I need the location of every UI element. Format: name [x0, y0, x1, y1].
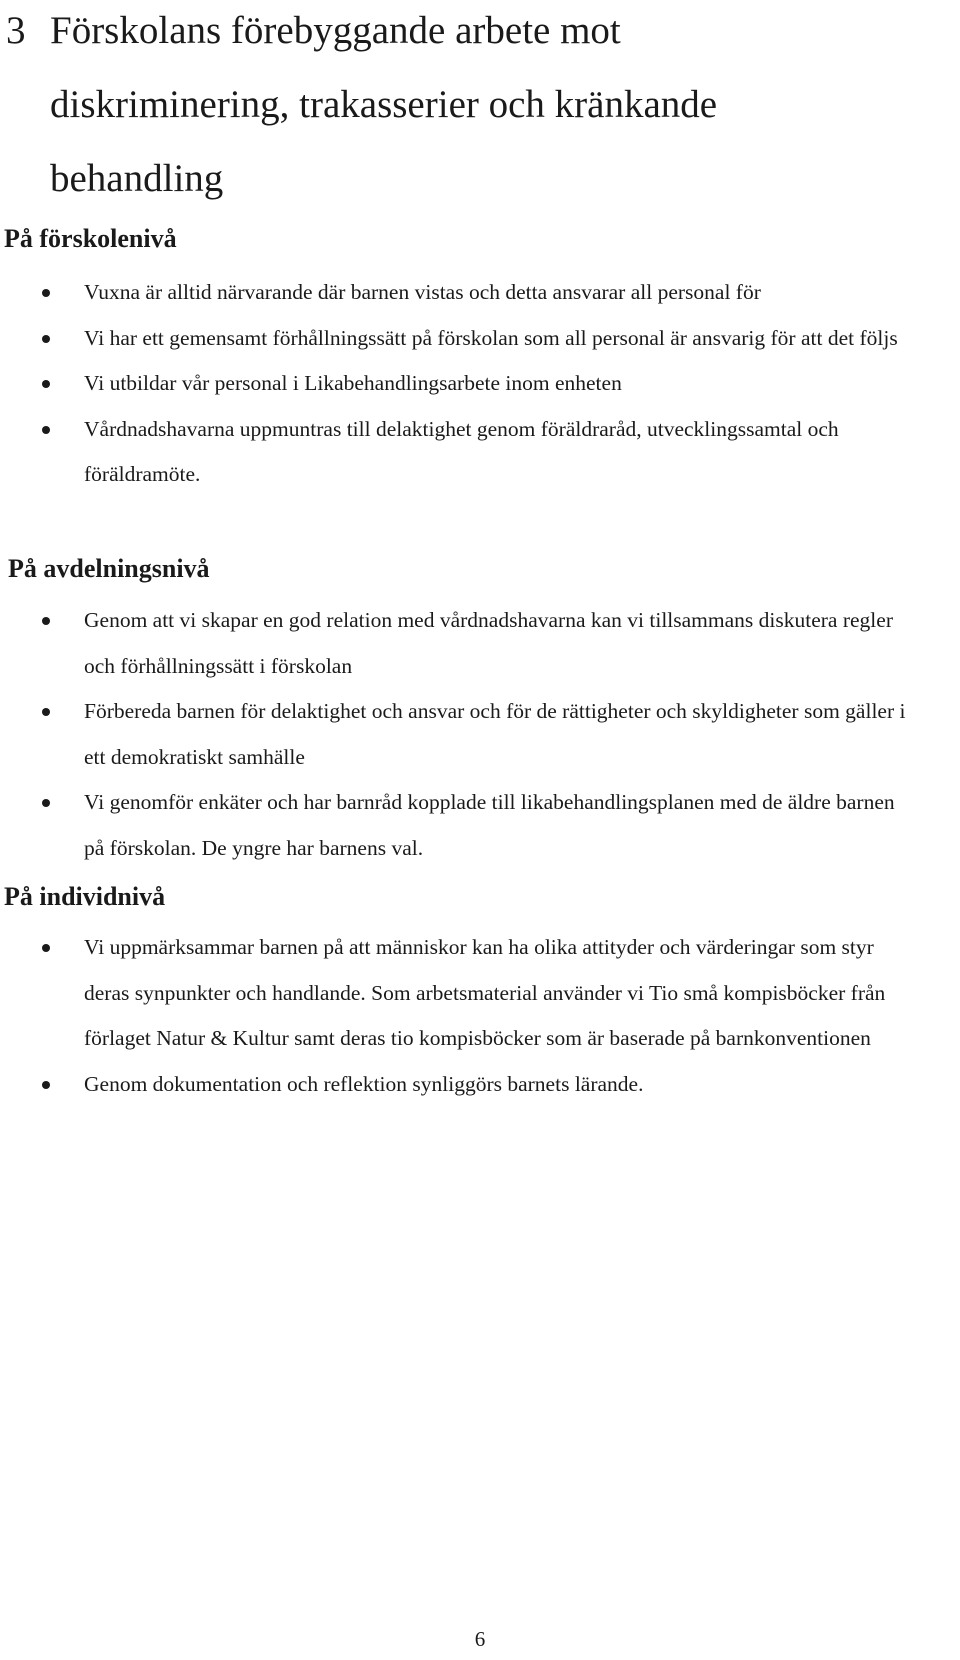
page-number: 6	[474, 1627, 486, 1651]
bullet-icon	[42, 799, 50, 807]
bullet-icon	[42, 380, 50, 388]
bullet-icon	[42, 335, 50, 343]
list-item-text: Vuxna är alltid närvarande där barnen vistas och detta ansvarar all personal för	[84, 280, 761, 304]
section-heading-avdelningsniva: På avdelningsnivå	[8, 554, 210, 583]
list-item-text: Vi uppmärksammar barnen på att människor kan ha olika attityder och värderingar som styr deras synpunkter och handlande. Som arbetsmaterial använder vi Tio små kompisböcker från förlaget Natur & Kultur samt deras tio kompisböcker som är baserade på barnkonventionen	[84, 935, 886, 1050]
list-item-text: Genom att vi skapar en god relation med vårdnadshavarna kan vi tillsammans diskutera regler och förhållningssätt i förskolan	[84, 608, 893, 678]
list-item-text: Vårdnadshavarna uppmuntras till delaktighet genom föräldraråd, utvecklingssamtal och föräldramöte.	[84, 416, 839, 486]
list-item-text: Vi har ett gemensamt förhållningssätt på förskolan som all personal är ansvarig för att det följs	[84, 325, 898, 350]
list-item	[0, 316, 920, 362]
list-item	[0, 598, 920, 689]
bullet-list-individniva	[0, 925, 960, 1107]
chapter-title: Förskolans förebyggande arbete mot diskriminering, trakasserier och kränkande behandling	[50, 9, 718, 200]
chapter-heading	[6, 0, 906, 216]
list-item-text: Vi genomför enkäter och har barnråd kopplade till likabehandlingsplanen med de äldre barnen på förskolan. De yngre har barnens val.	[84, 790, 895, 860]
list-item	[0, 270, 920, 316]
bullet-list-forskoleniva	[0, 270, 960, 498]
list-item-text: Genom dokumentation och reflektion synliggörs barnets lärande.	[84, 1071, 644, 1096]
bullet-icon	[42, 708, 50, 716]
list-item-text: Vi utbildar vår personal i Likabehandlingsarbete inom enheten	[84, 371, 622, 395]
list-item-text: Förbereda barnen för delaktighet och ansvar och för de rättigheter och skyldigheter som gäller i ett demokratiskt samhälle	[84, 699, 906, 769]
section-heading-individniva: På individnivå	[4, 882, 166, 911]
section-heading-forskoleniva: På förskolenivå	[4, 224, 177, 253]
bullet-icon	[42, 617, 50, 625]
bullet-icon	[42, 289, 50, 297]
bullet-icon	[42, 944, 50, 952]
list-item	[0, 780, 920, 871]
list-item	[0, 1062, 920, 1108]
list-item	[0, 361, 920, 407]
chapter-number: 3	[6, 9, 26, 52]
list-item	[0, 689, 920, 780]
bullet-icon	[42, 426, 50, 434]
bullet-list-avdelningsniva	[0, 598, 960, 871]
list-item	[0, 925, 920, 1062]
bullet-icon	[42, 1081, 50, 1089]
list-item	[0, 407, 920, 498]
